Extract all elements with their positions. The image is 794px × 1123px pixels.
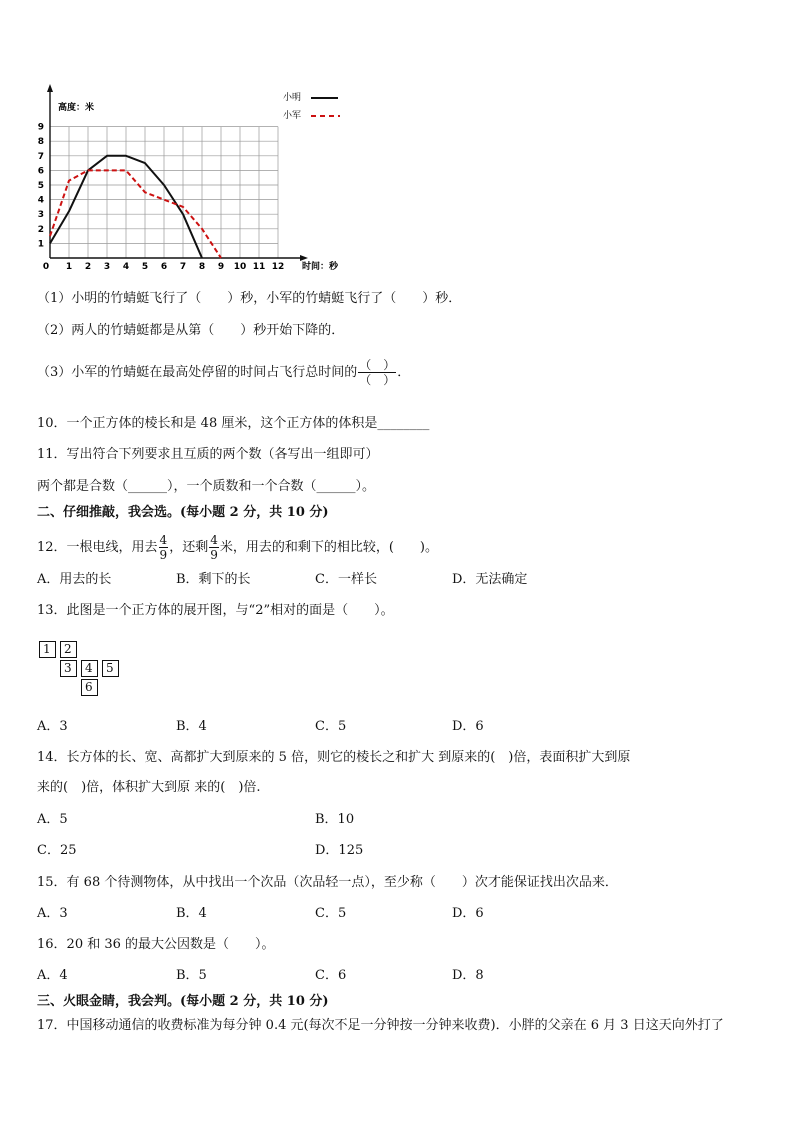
q12-text: [37, 533, 438, 562]
x-tick-label: 4: [122, 262, 130, 272]
x-tick-label: 2: [84, 262, 92, 272]
q12-part1: 12．一根电线，用去: [37, 540, 158, 555]
net-cell: 4: [81, 660, 98, 677]
x-tick-label: 0: [42, 262, 50, 272]
q16-text: 16．20 和 36 的最大公因数是（ ）。: [37, 937, 275, 952]
q13-option-a: A．3: [37, 719, 68, 734]
net-cell: 5: [102, 660, 119, 677]
x-tick-label: 10: [233, 262, 247, 272]
q11-blanks: 两个都是合数（______），一个质数和一个合数（______）。: [37, 479, 376, 494]
x-tick-labels: [43, 262, 284, 272]
y-tick-label: 2: [37, 224, 44, 235]
q16-option-b: B．5: [176, 968, 207, 983]
q9-part2: （2）两人的竹蜻蜓都是从第（ ）秒开始下降的．: [37, 323, 345, 338]
q15-option-d: D．6: [452, 906, 484, 921]
legend-label-xiaoming: 小明: [283, 93, 302, 103]
cube-net: [39, 641, 129, 697]
x-axis-arrow: [300, 255, 308, 261]
x-tick-label: 3: [103, 262, 111, 272]
y-tick-label: 9: [37, 122, 44, 133]
fraction-numerator: 4: [210, 533, 218, 547]
y-tick-label: 8: [37, 137, 44, 148]
x-axis-label: 时间：秒: [302, 262, 339, 272]
fraction-numerator: （ ）: [359, 358, 396, 372]
y-tick-labels: [38, 123, 44, 250]
q16-option-a: A．4: [37, 968, 68, 983]
fraction-denominator: （ ）: [359, 373, 396, 387]
q15-option-b: B．4: [176, 906, 207, 921]
q9-part3: [37, 358, 410, 387]
q15-option-a: A．3: [37, 906, 68, 921]
q12-option-b: B．剩下的长: [176, 572, 251, 587]
x-tick-label: 7: [179, 262, 187, 272]
q14-option-b: B．10: [315, 812, 355, 827]
fraction-numerator: 4: [159, 533, 168, 547]
q13-option-c: C．5: [315, 719, 347, 734]
q13-option-b: B．4: [176, 719, 207, 734]
y-axis-arrow: [47, 84, 53, 92]
q12-option-a: A．用去的长: [37, 572, 112, 587]
net-cell: 2: [60, 641, 77, 658]
q12-option-c: C．一样长: [315, 572, 377, 587]
q15-option-c: C．5: [315, 906, 347, 921]
y-axis-label: 高度：米: [58, 103, 95, 113]
q9-part3-end: ．: [397, 365, 411, 380]
y-tick-label: 3: [37, 210, 44, 221]
line-chart: [30, 80, 360, 280]
q12-option-d: D．无法确定: [452, 572, 528, 587]
q11-text: 11．写出符合下列要求且互质的两个数（各写出一组即可）: [37, 447, 379, 462]
y-tick-label: 1: [37, 239, 44, 250]
fraction-denominator: 9: [210, 548, 218, 562]
x-tick-label: 5: [141, 262, 149, 272]
net-cell: 1: [39, 641, 56, 658]
q9-part1: （1）小明的竹蜻蜓飞行了（ ）秒，小军的竹蜻蜓飞行了（ ）秒．: [37, 291, 462, 306]
y-tick-label: 5: [37, 181, 44, 191]
net-cell: 6: [81, 679, 98, 696]
q14-option-d: D．125: [315, 843, 364, 858]
q12-fraction-1: [159, 533, 169, 562]
q17-text: 17．中国移动通信的收费标准为每分钟 0.4 元(每次不足一分钟按一分钟来收费)．小胖的父亲在 6 月 3 日这天向外打了: [37, 1018, 724, 1033]
q9-part3-text: （3）小军的竹蜻蜓在最高处停留的时间占飞行总时间的: [37, 365, 358, 380]
q9-part3-fraction: [358, 358, 396, 387]
fraction-denominator: 9: [159, 548, 168, 562]
q16-option-d: D．8: [452, 968, 484, 983]
chart-series: [50, 156, 221, 258]
q16-option-c: C．6: [315, 968, 347, 983]
q10-text: 10．一个正方体的棱长和是 48 厘米，这个正方体的体积是________: [37, 416, 430, 431]
x-tick-label: 8: [198, 262, 206, 272]
q14-option-c: C．25: [37, 843, 77, 858]
section-2-heading: 二、仔细推敲，我会选。(每小题 2 分，共 10 分): [37, 505, 329, 520]
x-tick-label: 11: [252, 262, 266, 272]
x-tick-label: 12: [271, 262, 285, 272]
q13-option-d: D．6: [452, 719, 484, 734]
q15-text: 15．有 68 个待测物体，从中找出一个次品（次品轻一点），至少称（ ）次才能保证找出次品来．: [37, 875, 618, 890]
y-tick-label: 4: [37, 195, 44, 206]
q12-fraction-2: [209, 533, 219, 562]
q14-text-line2: 来的( )倍，体积扩大到原 来的( )倍.: [37, 780, 261, 795]
chart-grid: [50, 127, 278, 258]
net-cell: 3: [60, 660, 77, 677]
y-tick-label: 6: [37, 166, 44, 177]
q13-text: 13．此图是一个正方体的展开图，与“2”相对的面是（ ）。: [37, 603, 394, 618]
q14-text-line1: 14．长方体的长、宽、高都扩大到原来的 5 倍，则它的棱长之和扩大 到原来的( )倍，表面积扩大到原: [37, 750, 631, 765]
y-tick-label: 7: [37, 151, 44, 162]
q12-part2: ，还剩: [169, 540, 209, 555]
x-tick-label: 6: [160, 262, 168, 272]
legend-label-xiaojun: 小军: [283, 111, 302, 121]
section-3-heading: 三、火眼金睛，我会判。(每小题 2 分，共 10 分): [37, 994, 329, 1009]
x-tick-label: 1: [65, 262, 73, 272]
x-tick-label: 9: [217, 262, 225, 272]
legend: [283, 91, 340, 121]
q14-option-a: A．5: [37, 812, 68, 827]
q12-part3: 米，用去的和剩下的相比较，( )。: [219, 540, 438, 555]
